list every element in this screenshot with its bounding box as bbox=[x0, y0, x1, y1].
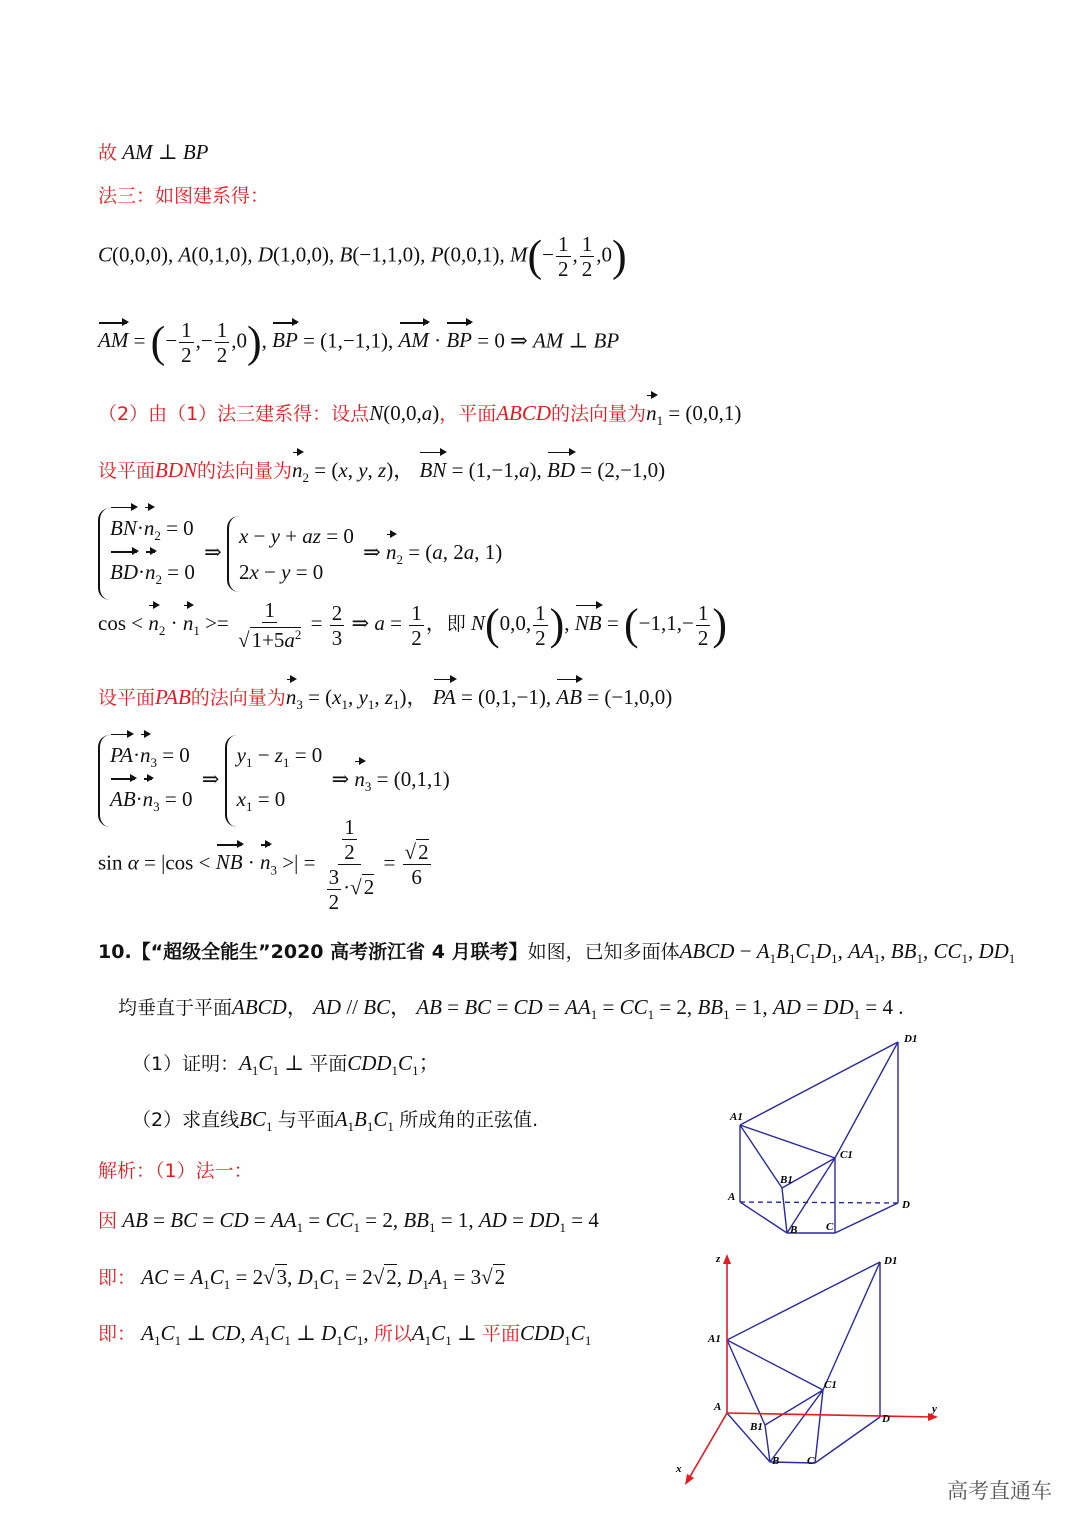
label-y-axis: y bbox=[932, 1403, 937, 1415]
cos-line: $\cos < n_2 \cdot n_1$ >= $\frac{1}{√1+5a^2}$ = $\frac{2}{3}$ ⇒ a = $\frac{1}{2}$ ，即 N(0,0, $\frac{1}{2}$ ), NB = (−1,1,− $\frac{1}{2}$ ) bbox=[98, 598, 727, 652]
label-d1: D1 bbox=[904, 1033, 918, 1045]
system-pab: $PA\cdot n_3 = 0$ $AB\cdot n_3 = 0$ ⇒ $y_1 - z_1 = 0$ $x_1 = 0$ ⇒ $n_3 = (0,1,1)$ bbox=[98, 735, 450, 827]
label-b1: B1 bbox=[780, 1174, 793, 1186]
vector-am-bp-line: AM = (− $\frac{1}{2}$ ,− $\frac{1}{2}$ ,0), BP = (1,−1,1), AM · BP = 0 ⇒ AM ⊥ BP bbox=[98, 317, 620, 367]
label-c: C bbox=[826, 1221, 834, 1233]
label-c1-b: C1 bbox=[824, 1379, 837, 1391]
question-10-part1: （1）证明：$A_1C_1$ ⊥ 平面$CDD_1C_1$； bbox=[132, 1051, 440, 1079]
label-b-b: B bbox=[772, 1455, 780, 1467]
label-a-b: A bbox=[714, 1401, 722, 1413]
solution-line2: 即： AC = $A_1C_1 = 2√3$, $D_1C_1 = 2√2$, $D_1A_1 = 3√2$ bbox=[98, 1265, 506, 1293]
sin-line: sin α = |cos < NB · $n_3$ >| = $\frac{1}{2}$ $\frac{3}{2}$ ·√2 = $\frac{√2}{6}$ bbox=[98, 815, 429, 914]
polyhedron-figure bbox=[720, 1030, 930, 1245]
solution-line3: 即： $A_1C_1$ ⊥ CD, $A_1C_1$ ⊥ $D_1C_1$, 所以$A_1C_1$ ⊥ 平面$CDD_1C_1$ bbox=[98, 1321, 592, 1349]
method-three-title: 法三：如图建系得： bbox=[98, 185, 270, 207]
watermark-text: 高考直通车 bbox=[947, 1479, 1052, 1503]
coordinate-figure bbox=[670, 1250, 950, 1490]
label-z-axis: z bbox=[716, 1253, 721, 1265]
label-b1-b: B1 bbox=[750, 1421, 763, 1433]
label-c1: C1 bbox=[840, 1149, 853, 1161]
solution-header: 解析：（1）法一： bbox=[98, 1160, 253, 1182]
conclusion-math: AM bbox=[122, 140, 153, 164]
label-c-b: C bbox=[807, 1455, 815, 1467]
plane-pab-line: 设平面PAB的法向量为$n_3 = (x_1$, $y_1$, $z_1$)， PA = (0,1,−1), AB = (−1,0,0) bbox=[98, 682, 672, 720]
question-10-line2: 均垂直于平面ABCD， AD // BC， AB = BC = CD = $AA_1 = CC_1 = 2$, $BB_1 = 1$, AD = $DD_1 = 4$ . bbox=[118, 995, 904, 1023]
conclusion-line: 故 AM ⊥ BP bbox=[98, 140, 209, 164]
plane-bdn-line: 设平面BDN的法向量为$n_2 = (x$, y, z)， BN = (1,−1,a), BD = (2,−1,0) bbox=[98, 455, 665, 493]
part2-intro: （2）由（1）法三建系得：设点N(0,0,a)，平面ABCD的法向量为$n_1 = (0,0,1)$ bbox=[98, 398, 741, 436]
label-d: D bbox=[902, 1199, 910, 1211]
question-10-part2: （2）求直线$BC_1$ 与平面$A_1B_1C_1$ 所成角的正弦值. bbox=[132, 1107, 539, 1135]
coordinates-line: C(0,0,0), A(0,1,0), D(1,0,0), B(−1,1,0), P(0,0,1), M(− $\frac{1}{2}$ , $\frac{1}{2}$ ,0) bbox=[98, 231, 627, 281]
system-bdn: $BN\cdot n_2 = 0$ $BD\cdot n_2 = 0$ ⇒ x − y + az = 0 2x − y = 0 ⇒ $n_2 = (a$, 2a, 1) bbox=[98, 508, 502, 600]
label-a1-b: A1 bbox=[708, 1333, 721, 1345]
label-d-b: D bbox=[882, 1413, 890, 1425]
label-d1-b: D1 bbox=[884, 1255, 898, 1267]
question-10-line1: 10.【“超级全能生”2020 高考浙江省 4 月联考】如图，已知多面体ABCD − $A_1B_1C_1D_1$, $AA_1$, $BB_1$, $CC_1$, $DD_1$ bbox=[98, 939, 1016, 967]
label-x-axis: x bbox=[676, 1463, 682, 1475]
solution-line1: 因 AB = BC = CD = $AA_1 = CC_1 = 2$, $BB_1 = 1$, AD = $DD_1 = 4$ bbox=[98, 1208, 599, 1236]
label-b: B bbox=[790, 1224, 798, 1236]
label-a: A bbox=[728, 1191, 736, 1203]
label-a1: A1 bbox=[730, 1111, 743, 1123]
